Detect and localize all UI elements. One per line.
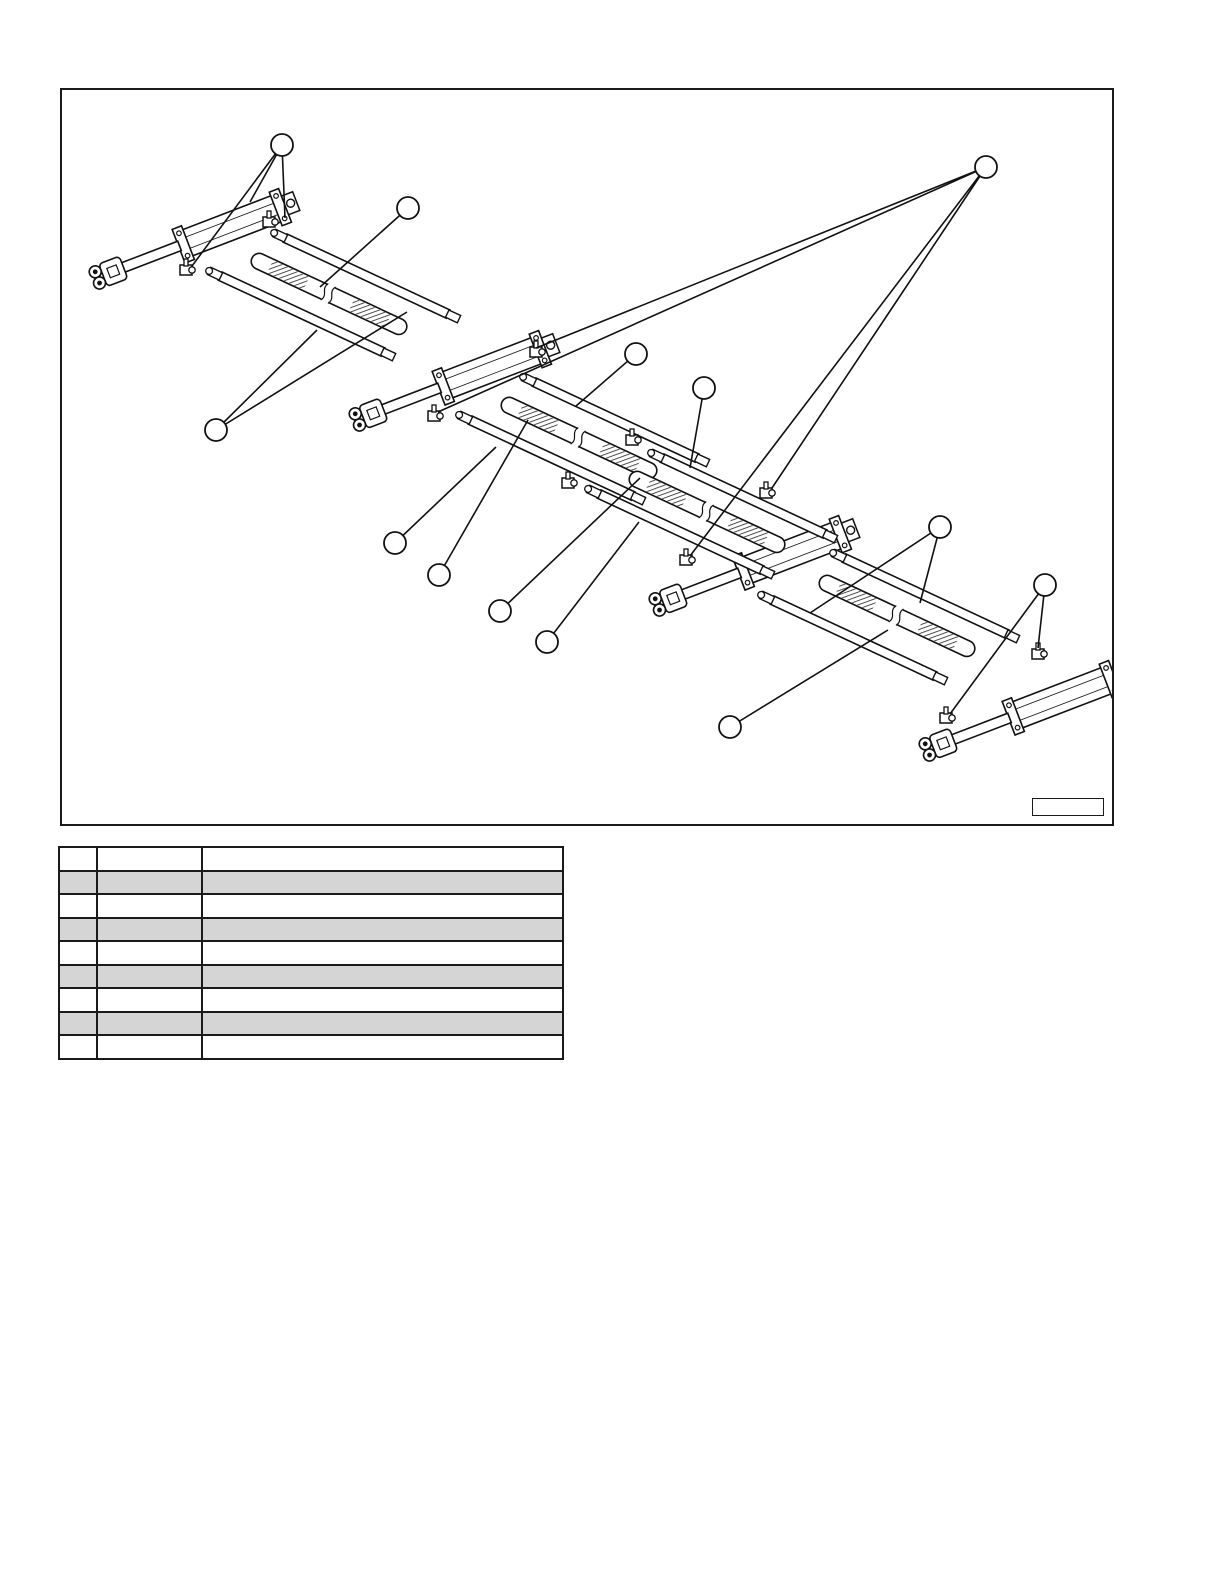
item-cell xyxy=(59,894,97,918)
fitting-2 xyxy=(180,259,195,275)
table-row xyxy=(59,941,563,965)
table-row xyxy=(59,871,563,895)
description-cell xyxy=(202,918,563,942)
callout-c2 xyxy=(397,197,419,219)
part-number-cell xyxy=(97,988,202,1012)
callout-c12 xyxy=(1034,574,1056,596)
description-cell xyxy=(202,965,563,989)
description-cell xyxy=(202,988,563,1012)
item-cell xyxy=(59,965,97,989)
part-number-cell xyxy=(97,871,202,895)
item-cell xyxy=(59,918,97,942)
hydraulic-assembly-drawing xyxy=(62,90,1112,824)
parts-table xyxy=(58,846,564,1060)
description-cell xyxy=(202,1035,563,1059)
part-number-cell xyxy=(97,847,202,871)
table-row xyxy=(59,965,563,989)
item-cell xyxy=(59,847,97,871)
description-cell xyxy=(202,894,563,918)
part-number-cell xyxy=(97,965,202,989)
table-row xyxy=(59,1012,563,1036)
description-cell xyxy=(202,941,563,965)
callout-c6 xyxy=(693,377,715,399)
item-cell xyxy=(59,988,97,1012)
table-row xyxy=(59,988,563,1012)
callout-c7 xyxy=(384,532,406,554)
callout-c3 xyxy=(205,419,227,441)
callout-c1 xyxy=(271,134,293,156)
item-cell xyxy=(59,1012,97,1036)
callout-c5 xyxy=(625,343,647,365)
description-cell xyxy=(202,871,563,895)
callout-c10 xyxy=(536,631,558,653)
callout-c8 xyxy=(428,564,450,586)
callout-c9 xyxy=(489,600,511,622)
callout-c13 xyxy=(719,716,741,738)
part-number-cell xyxy=(97,894,202,918)
callout-c11 xyxy=(929,516,951,538)
description-cell xyxy=(202,847,563,871)
leader-lines xyxy=(192,145,1045,727)
hydraulic-diagram-frame xyxy=(60,88,1114,826)
callout-c4 xyxy=(975,156,997,178)
figure-id-box xyxy=(1032,798,1104,816)
part-number-cell xyxy=(97,1012,202,1036)
cylinder-1 xyxy=(85,184,302,296)
fitting-4 xyxy=(428,405,443,421)
table-row xyxy=(59,894,563,918)
fitting-9 xyxy=(1032,643,1047,659)
table-row xyxy=(59,1035,563,1059)
part-number-cell xyxy=(97,1035,202,1059)
item-cell xyxy=(59,941,97,965)
table-row xyxy=(59,918,563,942)
part-number-cell xyxy=(97,941,202,965)
fitting-7 xyxy=(760,482,775,498)
item-cell xyxy=(59,1035,97,1059)
table-row xyxy=(59,847,563,871)
description-cell xyxy=(202,1012,563,1036)
item-cell xyxy=(59,871,97,895)
part-number-cell xyxy=(97,918,202,942)
